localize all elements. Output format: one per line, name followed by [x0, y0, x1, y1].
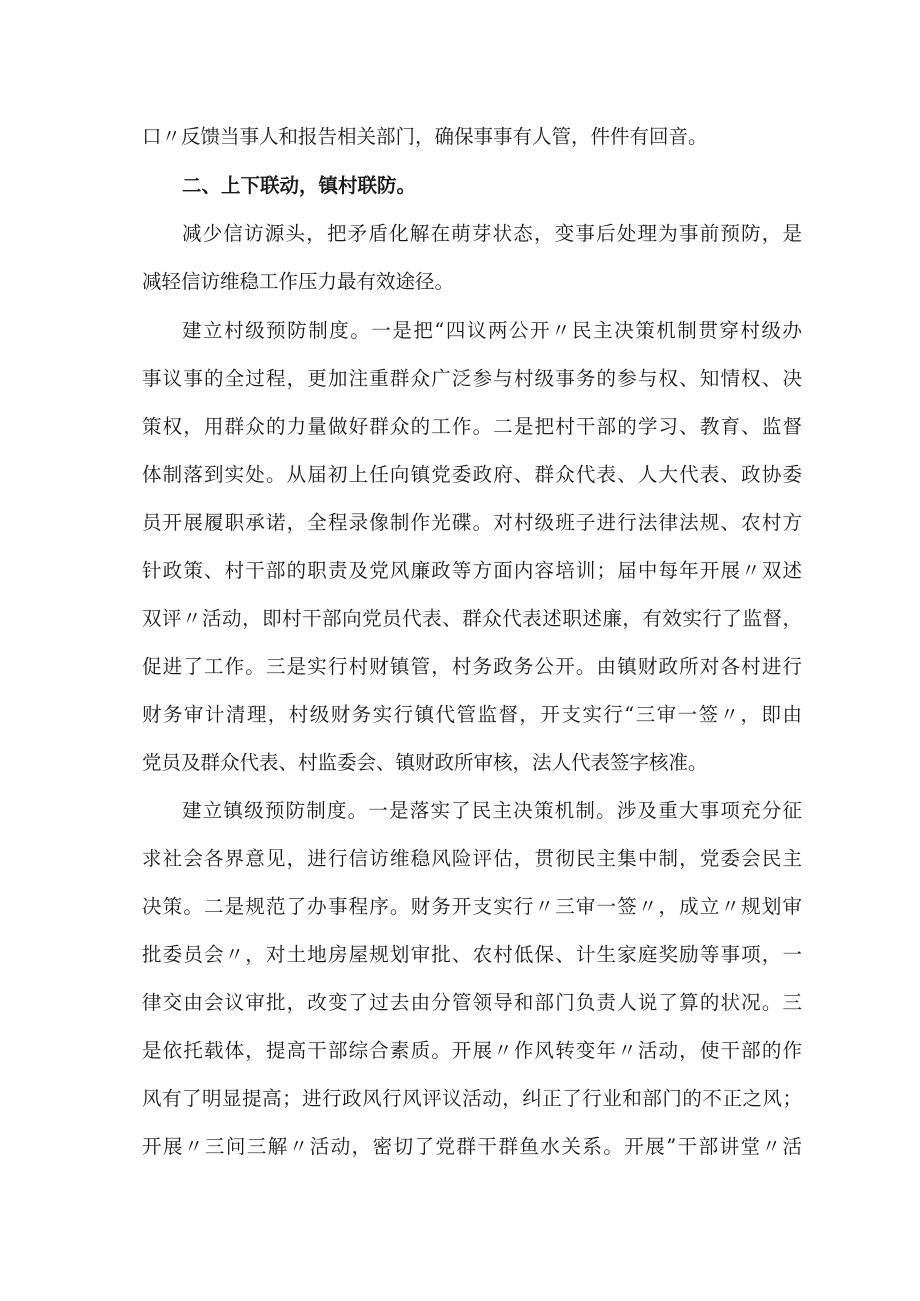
text-line: 是依托载体，提高干部综合素质。开展〃作风转变年〃活动，使干部的作 [142, 1039, 802, 1062]
text-line: 员开展履职承诺，全程录像制作光碟。对村级班子进行法律法规、农村方 [142, 511, 802, 534]
text-line: 促进了工作。三是实行村财镇管，村务政务公开。由镇财政所对各村进行 [142, 655, 802, 678]
text-line: 减少信访源头，把矛盾化解在萌芽状态，变事后处理为事前预防，是 [182, 222, 802, 245]
text-line: 批委员会〃，对土地房屋规划审批、农村低保、计生家庭奖励等事项，一 [142, 943, 802, 966]
text-line: 开展〃三问三解〃活动，密切了党群干群鱼水关系。开展”干部讲堂〃活 [142, 1135, 802, 1158]
text-line: 求社会各界意见，进行信访维稳风险评估，贯彻民主集中制，党委会民主 [142, 847, 802, 870]
text-line: 建立村级预防制度。一是把“四议两公开〃民主决策机制贯穿村级办 [182, 319, 802, 342]
text-line: 体制落到实处。从届初上任向镇党委政府、群众代表、人大代表、政协委 [142, 463, 802, 486]
text-line: 策权，用群众的力量做好群众的工作。二是把村干部的学习、教育、监督 [142, 415, 802, 438]
text-line: 财务审计清理，村级财务实行镇代管监督，开支实行“三审一签〃，即由 [142, 703, 802, 726]
text-line: 建立镇级预防制度。一是落实了民主决策机制。涉及重大事项充分征 [182, 799, 802, 822]
text-line: 律交由会议审批，改变了过去由分管领导和部门负责人说了算的状况。三 [142, 991, 802, 1014]
text-line: 口〃反馈当事人和报告相关部门，确保事事有人管，件件有回音。 [142, 125, 708, 148]
section-heading: 二、上下联动，镇村联防。 [182, 174, 417, 197]
text-line: 党员及群众代表、村监委会、镇财政所审核，法人代表签字核准。 [142, 751, 708, 774]
text-line: 风有了明显提高；进行政风行风评议活动，纠正了行业和部门的不正之风； [142, 1087, 802, 1110]
text-line: 事议事的全过程，更加注重群众广泛参与村级事务的参与权、知情权、决 [142, 367, 802, 390]
text-line: 双评〃活动，即村干部向党员代表、群众代表述职述廉，有效实行了监督， [142, 607, 802, 630]
text-line: 减轻信访维稳工作压力最有效途径。 [142, 270, 455, 293]
text-line: 针政策、村干部的职责及党风廉政等方面内容培训；届中每年开展〃双述 [142, 559, 802, 582]
text-line: 决策。二是规范了办事程序。财务开支实行〃三审一签〃，成立〃规划审 [142, 895, 802, 918]
